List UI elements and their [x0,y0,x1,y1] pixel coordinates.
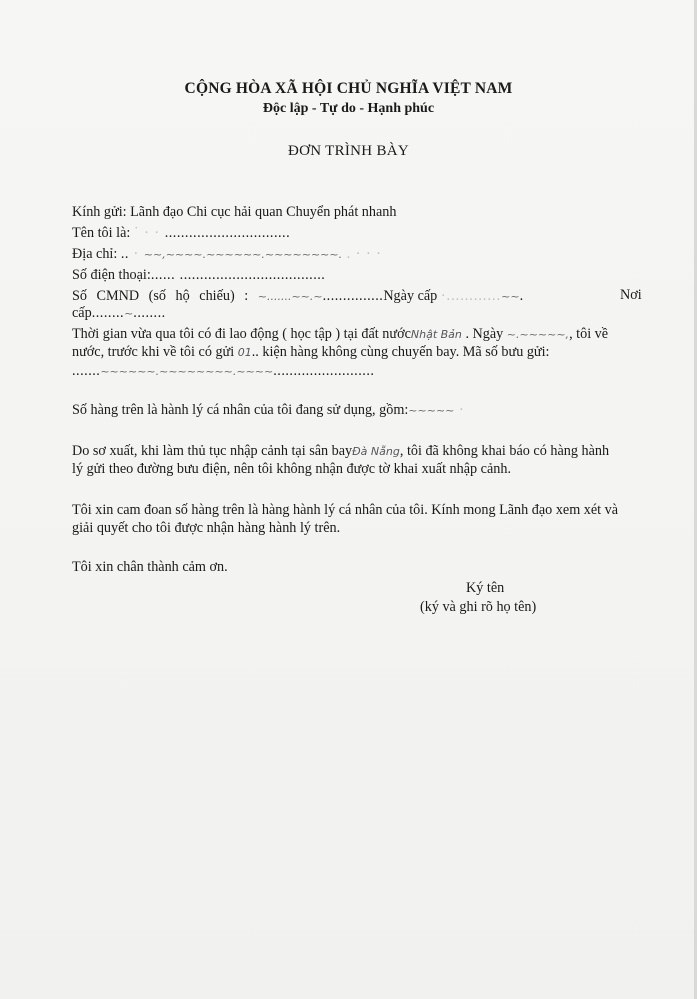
address-label: Địa chỉ: [72,246,121,262]
nation-header: CỘNG HÒA XÃ HỘI CHỦ NGHĨA VIỆT NAM [184,80,513,97]
document-title: ĐƠN TRÌNH BÀY [287,143,410,159]
issue-place-cap-label: cấp [72,305,92,321]
signature-label: Ký tên [466,580,505,596]
recipient-line: Kính gửi: Lãnh đạo Chi cục hải quan Chuyển phát nhanh [72,204,397,220]
parcel-count-handwritten: 01 [237,346,252,359]
signature-note: (ký và ghi rõ họ tên) [420,599,537,615]
name-label: Tên tôi là: [72,225,134,241]
phone-label: Số điện thoại: [72,267,151,283]
period-line: Thời gian vừa qua tôi có đi lao động ( học tập ) tại đất nướcNhật Bản . Ngày ~.~~~~~,, tôi về [72,326,609,342]
address-line: Địa chỉ: .. · ~~,~~~~.~~~~~~.~~~~~~~~. . · · · [72,246,383,262]
parcel-line: nước, trước khi về tôi có gửi 01.. kiện hàng không cùng chuyến bay. Mã số bưu gửi: [72,344,550,360]
motto-header: Độc lập - Tự do - Hạnh phúc [262,101,435,116]
id-line: Số CMND (số hộ chiếu) : ~.......~~.~...............Ngày cấp ·............~~. [72,288,524,304]
negligence-line-2: lý gửi theo đường bưu điện, nên tôi không nhận được tờ khai xuất nhập cảnh. [72,461,512,477]
issue-place-line: cấp........~........ [72,305,166,321]
name-line: Tên tôi là: ˙ · · ............................... [72,225,291,241]
issue-date-label: Ngày cấp [383,288,441,304]
tracking-line: .......~~~~~~.~~~~~~~~.~~~~......................... [72,363,375,379]
airport-handwritten: Đà Nẵng [352,445,400,458]
luggage-line: Số hàng trên là hành lý cá nhân của tôi đang sử dụng, gồm:~~~~~ · [72,402,465,418]
thanks-line: Tôi xin chân thành cảm ơn. [72,559,228,575]
phone-line: Số điện thoại:...... .................................... [72,267,326,283]
country-handwritten: Nhật Bản [410,328,462,341]
commitment-line-1: Tôi xin cam đoan số hàng trên là hàng hành lý cá nhân của tôi. Kính mong Lãnh đạo xem xét và [72,502,619,518]
negligence-line-1: Do sơ xuất, khi làm thủ tục nhập cảnh tại sân bayĐà Nẵng, tôi đã không khai báo có hàng hành [72,443,610,459]
id-label: Số CMND (số hộ chiếu) : [72,288,258,304]
issue-place-label: Nơi [620,287,642,303]
commitment-line-2: giải quyết cho tôi được nhận hàng hành lý trên. [72,520,341,536]
